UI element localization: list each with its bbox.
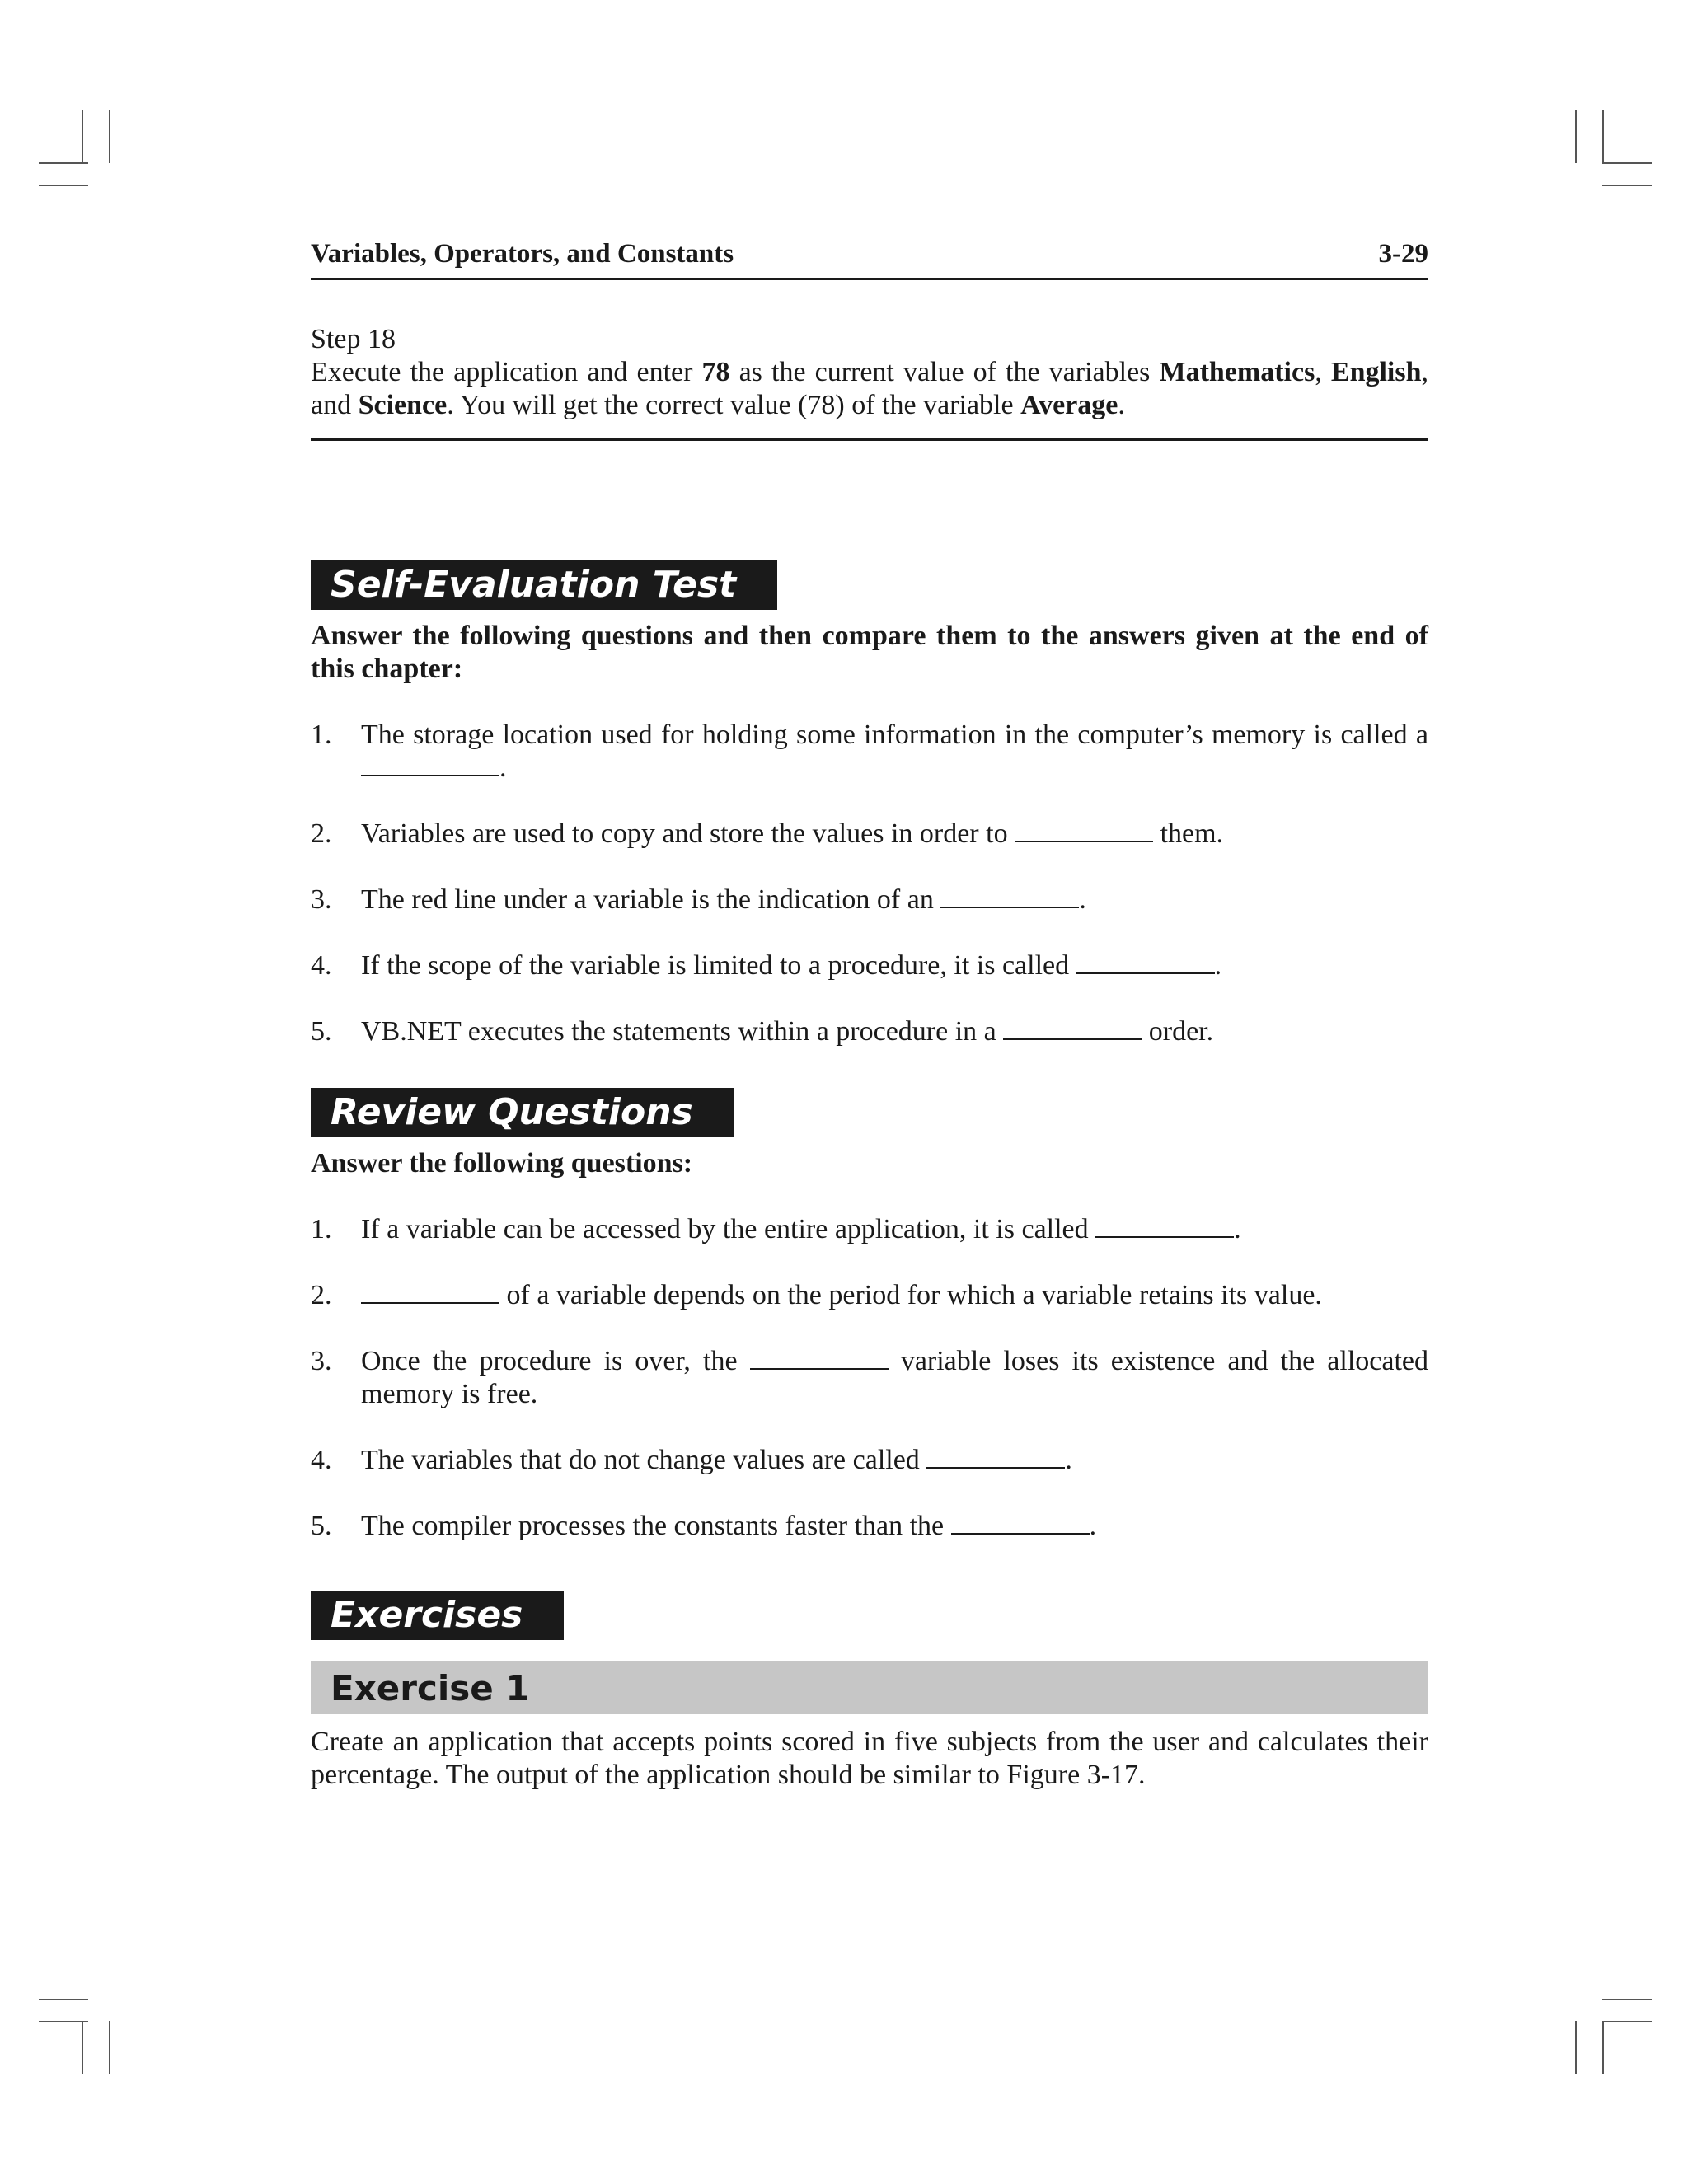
step-text-bold: 78 — [701, 357, 730, 387]
question-text-after: . — [1079, 884, 1086, 915]
step-text-bold: Mathematics — [1159, 357, 1315, 387]
question-number: 5. — [311, 1511, 332, 1541]
question-item — [311, 1213, 1428, 1246]
question-text-before: VB.NET executes the statements within a procedure in a — [361, 1016, 1004, 1047]
question-text-before: Variables are used to copy and store the values in order to — [361, 818, 1015, 849]
question-item — [311, 1279, 1428, 1312]
chapter-title: Variables, Operators, and Constants — [311, 239, 734, 269]
step-text-bold: Science — [358, 390, 448, 420]
question-number: 1. — [311, 719, 332, 750]
question-text-after: them. — [1153, 818, 1224, 849]
page-number: 3-29 — [1378, 239, 1428, 269]
question-item — [311, 883, 1428, 916]
question-text — [361, 949, 1428, 982]
answer-blank — [926, 1444, 1065, 1469]
question-number: 3. — [311, 884, 332, 915]
divider-rule — [311, 438, 1428, 441]
question-text-before: The variables that do not change values are called — [361, 1445, 927, 1475]
step-text-run: as the current value of the variables — [729, 357, 1160, 387]
question-text-before: Once the procedure is over, the — [361, 1346, 750, 1376]
question-text — [361, 1444, 1428, 1477]
exercise-1-text: Create an application that accepts points scored in five subjects from the user and calculates their percentage. The output of the application should be similar to Figure 3-17. — [311, 1727, 1428, 1790]
question-text — [361, 1213, 1428, 1246]
question-text — [361, 1279, 1428, 1312]
exercise-1-title: Exercise 1 — [311, 1661, 1428, 1714]
question-number: 2. — [311, 818, 332, 849]
answer-blank — [1015, 818, 1153, 842]
answer-blank — [361, 1279, 499, 1304]
self-evaluation-questions — [311, 719, 1428, 1048]
step-text-run: . — [1118, 390, 1125, 420]
question-text-after: variable loses its existence and the allocated memory is free. — [361, 1346, 1428, 1409]
question-text-after: . — [1089, 1511, 1097, 1541]
running-head — [311, 239, 1428, 280]
question-text-before: The compiler processes the constants faster than the — [361, 1511, 951, 1541]
step-label: Step 18 — [311, 324, 396, 354]
question-item — [311, 949, 1428, 982]
question-text-before: If the scope of the variable is limited to a procedure, it is called — [361, 950, 1076, 981]
question-text-after: . — [499, 752, 507, 783]
question-item — [311, 1345, 1428, 1411]
question-number: 2. — [311, 1280, 332, 1310]
question-text — [361, 1015, 1428, 1048]
question-text — [361, 719, 1428, 785]
question-text-after: order. — [1142, 1016, 1214, 1047]
step-text-run: Execute the application and enter — [311, 357, 702, 387]
review-questions-list — [311, 1213, 1428, 1543]
self-evaluation-heading: Self-Evaluation Test — [311, 560, 777, 610]
question-number: 4. — [311, 1445, 332, 1475]
question-text-after: . — [1234, 1214, 1241, 1244]
review-questions-heading: Review Questions — [311, 1088, 734, 1137]
question-text — [361, 883, 1428, 916]
question-number: 5. — [311, 1016, 332, 1047]
question-number: 1. — [311, 1214, 332, 1244]
question-text — [361, 818, 1428, 851]
answer-blank — [1076, 949, 1215, 974]
question-item — [311, 818, 1428, 851]
question-item — [311, 1510, 1428, 1543]
question-text — [361, 1345, 1428, 1411]
page-content — [311, 239, 1428, 1792]
question-text-before: The red line under a variable is the indication of an — [361, 884, 941, 915]
answer-blank — [361, 752, 499, 776]
answer-blank — [1003, 1015, 1142, 1040]
review-questions-instruction: Answer the following questions: — [311, 1148, 693, 1179]
answer-blank — [750, 1345, 889, 1370]
step-text-bold: Average — [1020, 390, 1118, 420]
answer-blank — [951, 1510, 1090, 1535]
step-text-bold: English — [1330, 357, 1422, 387]
answer-blank — [1095, 1213, 1234, 1238]
step-text-run: , and — [311, 357, 1429, 420]
question-number: 4. — [311, 950, 332, 981]
question-item — [311, 719, 1428, 785]
step-text-run: . You will get the correct value (78) of the variable — [447, 390, 1021, 420]
exercises-heading: Exercises — [311, 1591, 564, 1640]
step-18 — [311, 323, 1428, 422]
question-text — [361, 1510, 1428, 1543]
step-text-run: , — [1315, 357, 1331, 387]
question-text-after: . — [1214, 950, 1222, 981]
question-text-before: If a variable can be accessed by the entire application, it is called — [361, 1214, 1096, 1244]
self-evaluation-instruction: Answer the following questions and then compare them to the answers given at the end of this chapter: — [311, 621, 1428, 684]
question-text-before: The storage location used for holding some information in the computer’s memory is called a — [361, 719, 1428, 750]
answer-blank — [940, 883, 1079, 908]
question-text-after: . — [1065, 1445, 1072, 1475]
question-text-after: of a variable depends on the period for which a variable retains its value. — [499, 1280, 1322, 1310]
question-item — [311, 1015, 1428, 1048]
step-text — [311, 356, 1428, 422]
question-item — [311, 1444, 1428, 1477]
question-number: 3. — [311, 1346, 332, 1376]
